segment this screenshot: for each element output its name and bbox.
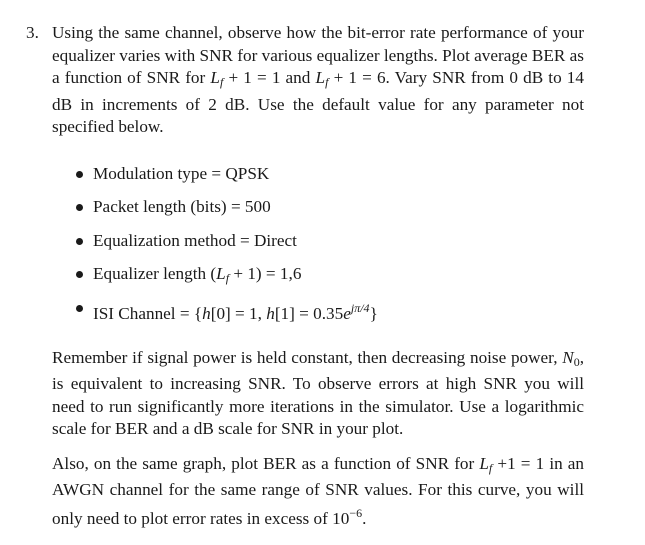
awgn-paragraph: Also, on the same graph, plot BER as a function of SNR for $L_f +1 = 1$ in an AWGN channel for the same range of SNR values. For this curve, you will only need to plot error rates in excess of $10^{-6}$. — [52, 453, 585, 528]
symbol-L: L — [315, 68, 326, 87]
bullet-icon — [76, 204, 83, 211]
equation-length-6: + 1 = 6 — [333, 68, 386, 87]
equation-length-1: + 1 = 1 — [228, 68, 281, 87]
symbol-L: L — [210, 68, 220, 87]
problem-number: 3. — [26, 23, 39, 42]
subscript-f: f — [219, 75, 224, 89]
problem-content — [52, 22, 584, 530]
exponent: −6 — [349, 505, 363, 520]
bullet-icon — [76, 305, 83, 312]
bullet-icon — [76, 171, 83, 178]
bullet-icon — [76, 238, 83, 245]
parameter-list — [52, 163, 584, 323]
remember-paragraph: Remember if signal power is held constant, then decreasing noise power, $N_0$, is equivalent to increasing SNR. To observe errors at high SNR you will need to run significantly more iterations in the simulator. Use a logarithmic scale for BER and a dB scale for SNR in your plot. — [52, 347, 584, 439]
list-item-equalization-method: Equalization method = Direct — [76, 230, 584, 253]
list-item-packet-length: Packet length (bits) = 500 — [76, 196, 584, 219]
list-item-modulation: Modulation type = QPSK — [76, 163, 584, 186]
intro-paragraph: Using the same channel, observe how the bit-error rate performance of your equalizer varies with SNR for various equalizer lengths. Plot average BER as a function of SNR for $L_f + 1 = 1$ and $L_f + 1 = 6$. Vary SNR from 0 dB to 14 dB in increments of 2 dB. Use the default value for any parameter not specified below. — [52, 23, 584, 136]
bullet-icon — [76, 271, 83, 278]
equation-awgn: +1 = 1 — [497, 453, 545, 473]
subscript-0: 0 — [573, 354, 580, 369]
problem-3 — [26, 22, 584, 530]
list-item-isi-channel: ISI Channel = {h[0] = 1, $h[1] = 0.35e^{j\pi/4}$} — [76, 297, 584, 320]
list-item-equalizer-length: Equalizer length $(L_f + 1) = 1,6$ — [76, 263, 584, 286]
subscript-f: f — [325, 75, 329, 89]
symbol-N: N — [562, 347, 574, 367]
